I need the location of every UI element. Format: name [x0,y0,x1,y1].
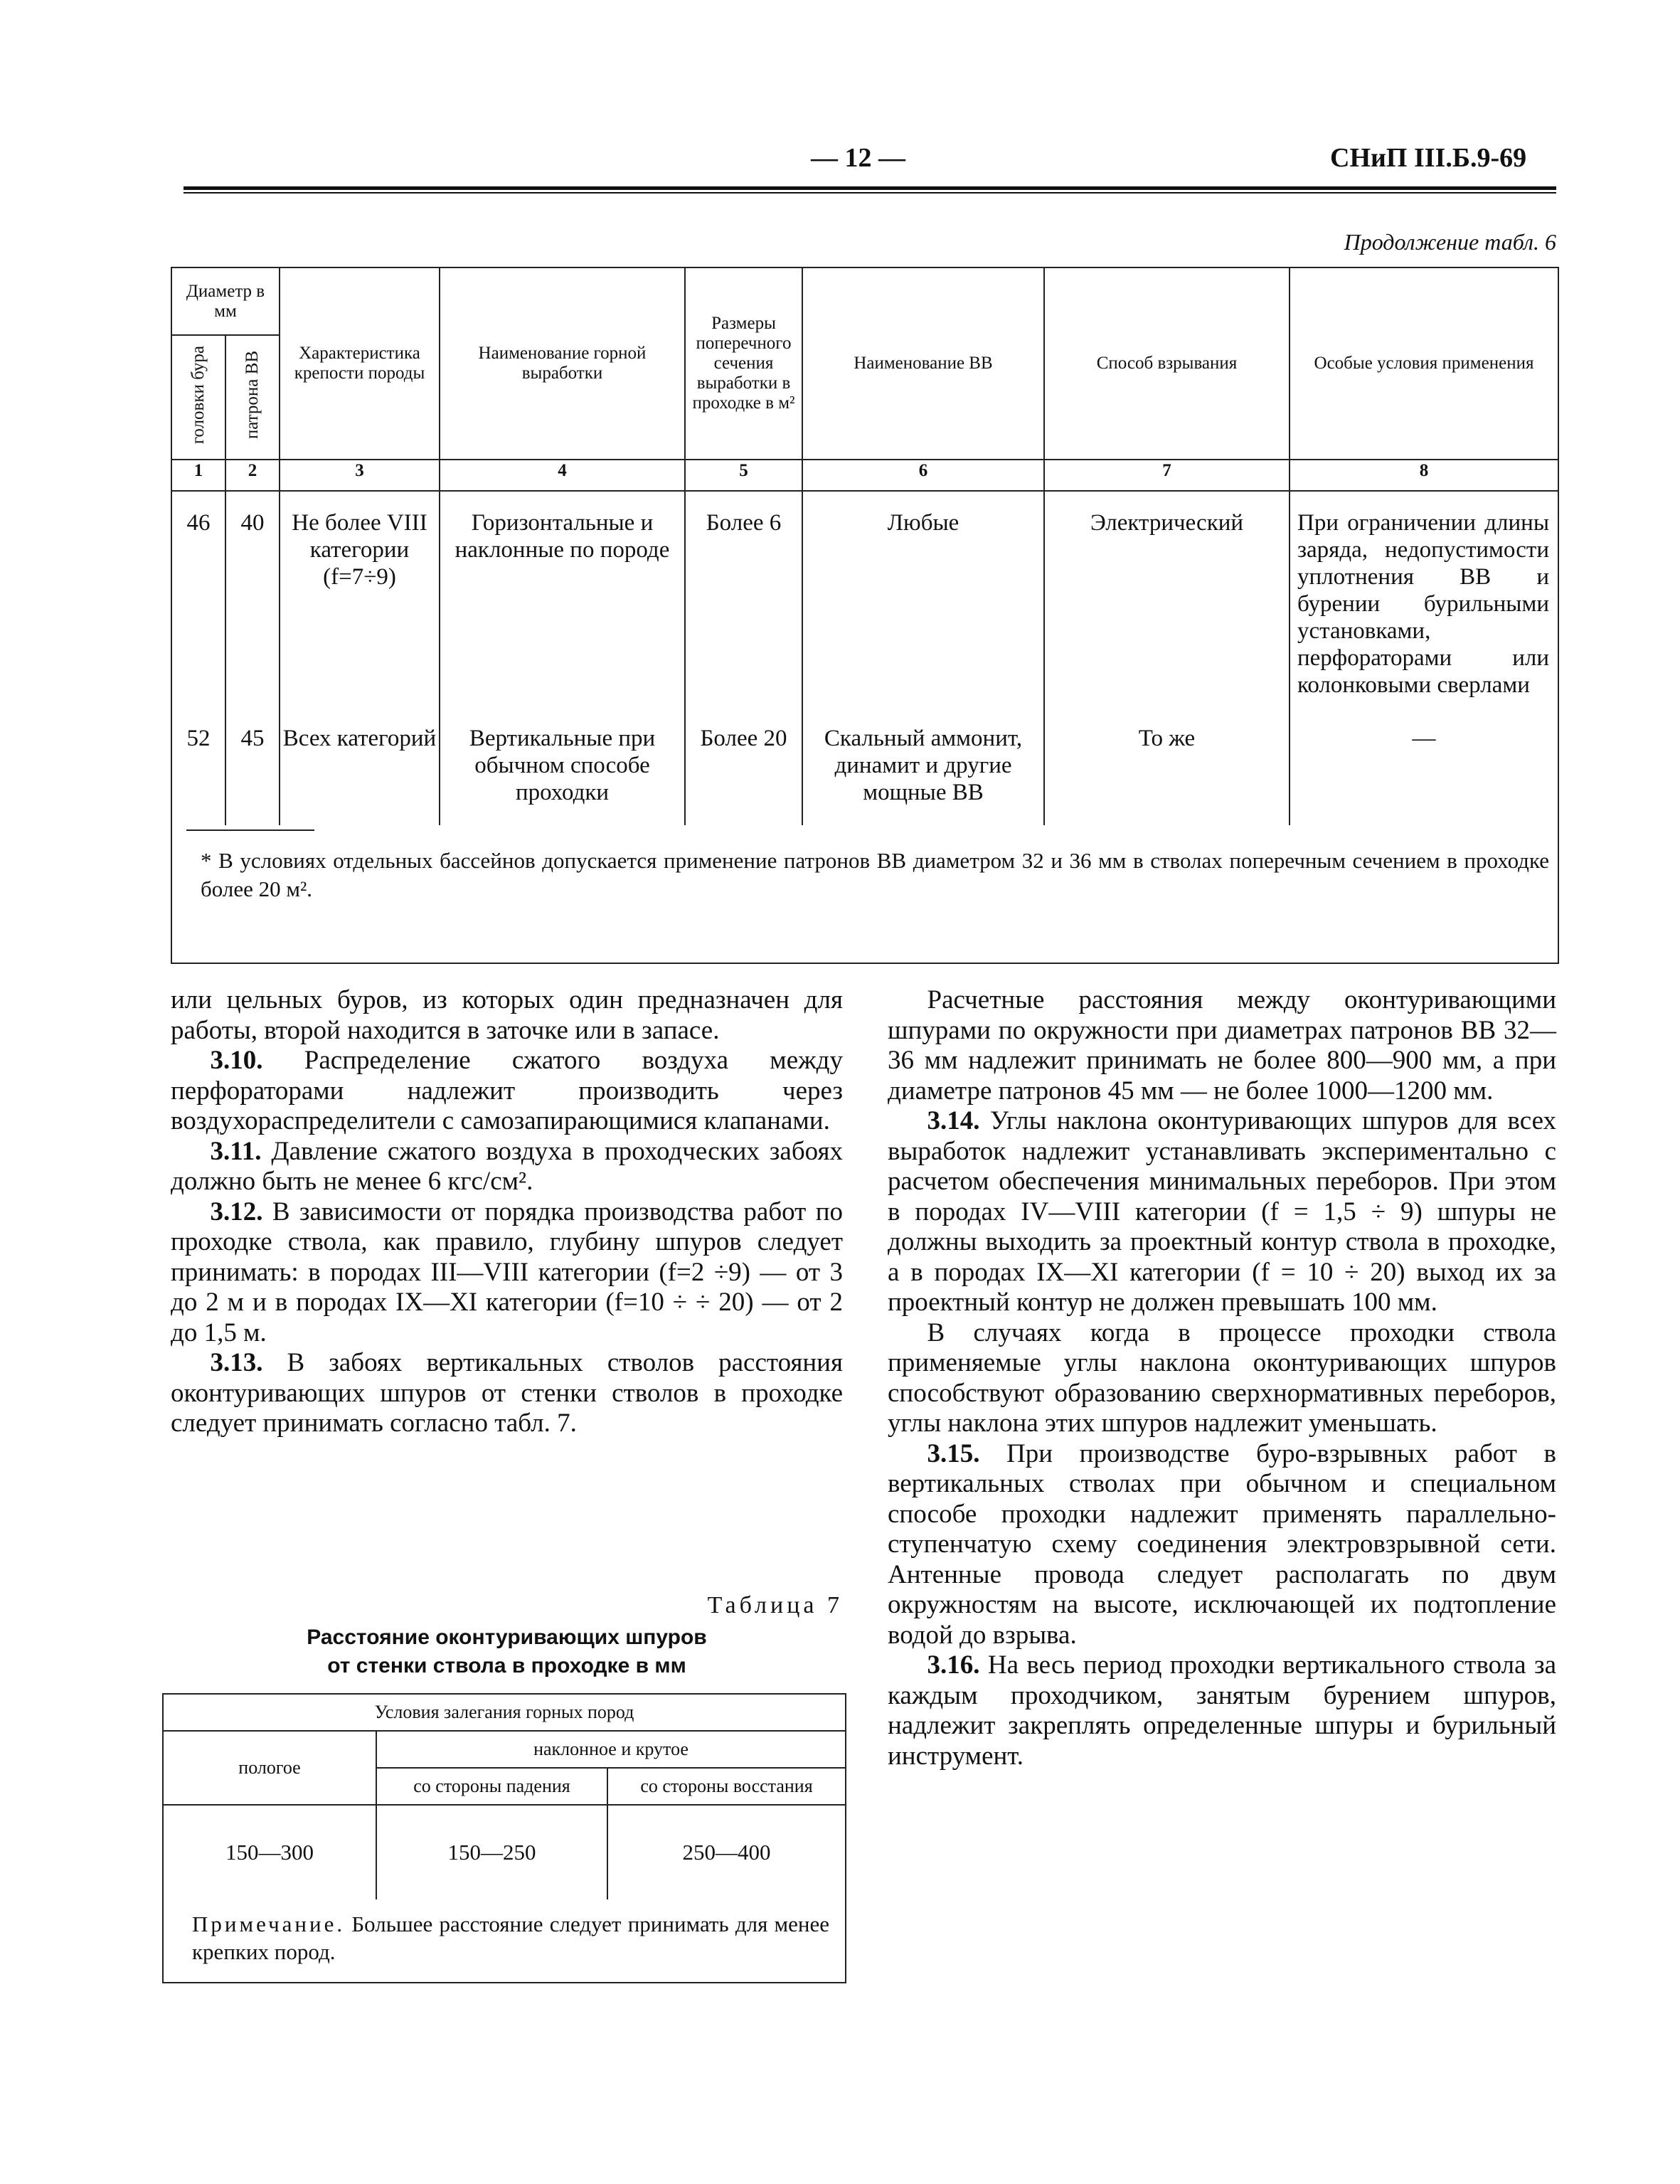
header-inclined: наклонное и крутое [376,1731,846,1768]
paragraph-3-15 [888,1439,1556,1651]
table-footnote: * В условиях отдельных бассейнов допускается применение патронов ВВ диаметром 32 и 36 мм в стволах поперечным сечением в проходке более 20 м². [201,848,1549,902]
cell-special-conditions: При ограничении длины заряда, недопустимости уплотнения ВВ и бурении бурильными установками, перфораторами или колонковыми сверлами [1290,491,1558,726]
cell-cross-section: Более 6 [685,491,802,726]
clause-text: Углы наклона оконтуривающих шпуров для всех выработок надлежит устанавливать экспериментально с расчетом обеспечения минимальных переборов. При этом в породах IV—VIII категории (f = 1,5 ÷ 9) шпуры не должны выходить за проектный контур ствола в проходке, а в породах IX—XI категории (f = 10 ÷ 20) выход их за проектный контур не должен превышать 100 мм. [888,1106,1556,1317]
note-text: Большее расстояние следует принимать для менее крепких пород. [192,1912,830,1964]
clause-number: 3.16. [927,1650,980,1680]
clause-text: При производстве буро-взрывных работ в вертикальных стволах при обычном и специальном способе проходки надлежит применять параллельно-ступенчатую схему соединения электровзрывной сети. Антенные провода следует располагать по двум окружностям на высоте, исключающей их подтопление водой до взрыва. [888,1438,1556,1650]
col-number: 2 [225,460,280,491]
cell-rock-strength: Не более VIII категории (f=7÷9) [280,491,440,726]
table-7-title-line: Расстояние оконтуривающих шпуров [307,1626,707,1649]
cell-blasting-method: Электрический [1044,491,1290,726]
header-rule-thin [184,192,1556,194]
clause-number: 3.12. [210,1197,263,1226]
header-rise-side: со стороны восстания [607,1768,846,1805]
cell-cross-section: Более 20 [685,726,802,825]
cell-cartridge-diameter: 45 [225,726,280,825]
cell-explosive-name: Любые [802,491,1044,726]
table-row [171,726,1558,825]
table-6 [171,267,1559,964]
header-rock-strength: Характеристика крепости породы [280,267,440,460]
paragraph: или цельных буров, из которых один предназначен для работы, второй находится в заточке или в запасе. [171,985,843,1045]
cell-dip-value: 150—250 [376,1805,607,1899]
cell-working-name: Горизонтальные и наклонные по породе [440,491,685,726]
header-bedding-conditions: Условия залегания горных пород [163,1694,846,1731]
col-number: 6 [802,460,1044,491]
document-code: СНиП III.Б.9-69 [1330,143,1527,173]
col-number: 7 [1044,460,1290,491]
cell-rock-strength: Всех категорий [280,726,440,825]
paragraph-3-14 [888,1106,1556,1318]
col-number: 8 [1290,460,1558,491]
header-bit-head: головки бура [188,345,208,445]
clause-number: 3.10. [210,1046,263,1075]
footnote-rule [186,829,314,831]
table-continuation-label: Продолжение табл. 6 [1344,229,1556,255]
header-special-conditions: Особые условия применения [1290,267,1558,460]
page-number: — 12 — [811,143,905,173]
paragraph-3-11 [171,1137,843,1197]
col-number: 3 [280,460,440,491]
paragraph-3-13 [171,1348,843,1439]
clause-number: 3.11. [210,1136,262,1166]
paragraph: Расчетные расстояния между оконтуривающими шпурами по окружности при диаметрах патронов ВВ 32—36 мм надлежит принимать не более 800—900 мм, а при диаметре патронов 45 мм — не более 1000—1200 мм. [888,985,1556,1106]
clause-number: 3.15. [927,1438,980,1468]
col-number: 4 [440,460,685,491]
column-number-row [171,460,1558,491]
cell-working-name: Вертикальные при обычном способе проходки [440,726,685,825]
header-dip-side: со стороны падения [376,1768,607,1805]
note-label: Примечание. [192,1912,346,1936]
paragraph-3-16 [888,1650,1556,1771]
header-cartridge: патрона ВВ [242,350,262,440]
cell-cartridge-diameter: 40 [225,491,280,726]
clause-text: На весь период проходки вертикального ствола за каждым проходчиком, занятым бурением шпуров, надлежит закреплять определенные шпуры и бурильный инструмент. [888,1650,1556,1771]
clause-number: 3.13. [210,1348,263,1377]
cell-bit-diameter: 52 [171,726,225,825]
table-7-title-line: от стенки ствола в проходке в мм [327,1654,686,1677]
table-7 [162,1693,846,1983]
right-column [888,985,1556,1771]
table-7-title [171,1623,843,1680]
paragraph-3-12 [171,1197,843,1349]
clause-text: Давление сжатого воздуха в проходческих забоях должно быть не менее 6 кгс/см². [171,1136,843,1196]
header-diameter: Диаметр в мм [171,267,280,335]
cell-rise-value: 250—400 [607,1805,846,1899]
header-rule [184,186,1556,190]
header-blasting-method: Способ взрывания [1044,267,1290,460]
clause-text: В забоях вертикальных стволов расстояния оконтуривающих шпуров от стенки стволов в проходке следует принимать согласно табл. 7. [171,1348,843,1438]
header-working-name: Наименование горной выработки [440,267,685,460]
cell-special-conditions: — [1290,726,1558,825]
header-explosive-name: Наименование ВВ [802,267,1044,460]
clause-text: В зависимости от порядка производства работ по проходке ствола, как правило, глубину шпуров следует принимать: в породах III—VIII категории (f=2 ÷9) — от 3 до 2 м и в породах IX—XI категории (f=10 ÷ ÷ 20) — от 2 до 1,5 м. [171,1197,843,1347]
table-row [171,491,1558,726]
col-number: 5 [685,460,802,491]
clause-text: Распределение сжатого воздуха между перфораторами надлежит производить через воздухораспределители с самозапирающимися клапанами. [171,1046,844,1135]
header-cross-section: Размеры поперечного сечения выработки в проходке в м² [685,267,802,460]
paragraph-3-10 [171,1046,843,1137]
clause-number: 3.14. [927,1106,980,1135]
cell-explosive-name: Скальный аммонит, динамит и другие мощные ВВ [802,726,1044,825]
cell-bit-diameter: 46 [171,491,225,726]
table-7-label: Таблица 7 [707,1592,843,1618]
header-flat: пологое [163,1731,376,1805]
paragraph: В случаях когда в процессе проходки ствола применяемые углы наклона оконтуривающих шпуров способствуют образованию сверхнормативных переборов, углы наклона этих шпуров надлежит уменьшать. [888,1318,1556,1438]
col-number: 1 [171,460,225,491]
left-column [171,985,843,1439]
cell-blasting-method: То же [1044,726,1290,825]
cell-flat-value: 150—300 [163,1805,376,1899]
